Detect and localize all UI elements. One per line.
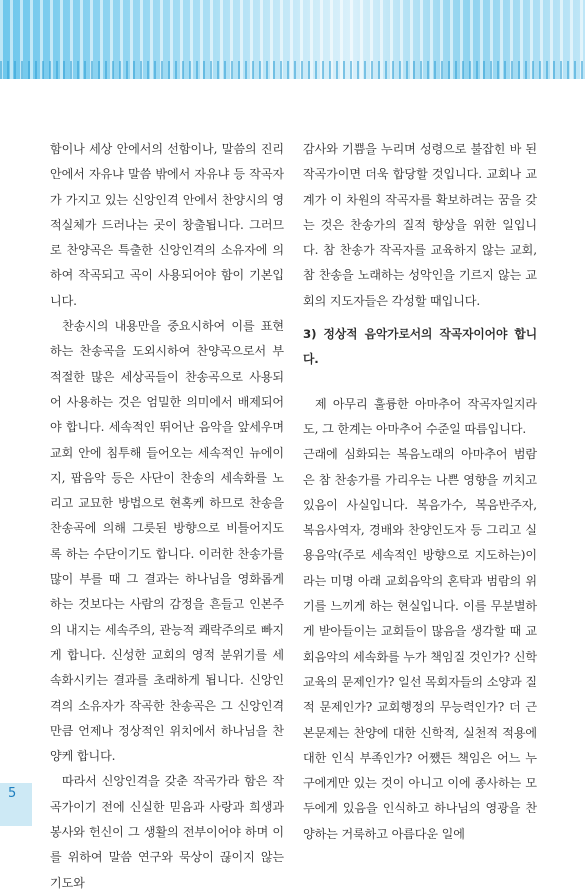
body-paragraph: 근래에 심화되는 복음노래의 아마추어 범람은 참 찬송가를 가리우는 나쁜 영향을 끼치고 있음이 사실입니다. 복음가수, 복음반주자, 복음사역자, 경배와 찬양인도자 등 그리고 실용음악(주로 세속적인 방향으로 지도하는)이라는 미명 아래 교회음악의 혼탁과 범람의 위기를 느끼게 하는 현실입니다. 이를 무분별하게 받아들이는 교회들이 많음을 생각할 때 교회음악의 세속화를 누가 책임질 것인가? 신학교육의 문제인가? 일선 목회자들의 소양과 질적 문제인가? 교회행정의 무능력인가? 더 근본문제는 찬양에 대한 신학적, 실천적 적용에 대한 인식 부족인가? 어쨌든 책임은 어느 누구에게만 있는 것이 아니고 이에 종사하는 모두에게 있음을 인식하고 하나님의 영광을 찬양하는 거룩하고 아름다운 일에 [303,447,537,841]
decorative-header-band [0,0,585,79]
left-column [50,137,284,896]
body-paragraph: 제 아무리 훌륭한 아마추어 작곡자일지라도, 그 한계는 아마추어 수준일 따름입니다. [303,396,537,436]
body-paragraph: 따라서 신앙인격을 갖춘 작곡가라 함은 작곡가이기 전에 신실한 믿음과 사랑과 희생과 봉사와 헌신이 그 생활의 전부이어야 하며 이를 위하여 말씀 연구와 묵상이 끊이지 않는 기도와 [50,774,284,890]
body-paragraph: 감사와 기쁨을 누리며 성령으로 불잡힌 바 된 작곡가이면 더욱 합당할 것입니다. 교회나 교계가 이 차원의 작곡자를 확보하려는 꿈을 갖는 것은 찬송가의 질적 향상을 위한 일입니다. 참 찬송가 작곡자를 교육하지 않는 교회, 참 찬송을 노래하는 성악인을 기르지 않는 교회의 지도자들은 각성할 때입니다. [303,142,537,308]
section-heading: 3) 정상적 음악가로서의 작곡자이어야 합니다. [303,327,537,367]
right-column [303,137,537,847]
body-paragraph: 함이나 세상 안에서의 선함이나, 말씀의 진리 안에서 자유냐 말씀 밖에서 자유냐 등 작곡자가 가지고 있는 신앙인격 안에서 찬양시의 영적실체가 드러나는 곳이 창출됩니다. 그러므로 찬양곡은 특출한 신앙인격의 소유자에 의하여 작곡되고 곡이 사용되어야 함이 기본입니다. [50,142,284,308]
page-number: 5 [8,786,17,801]
body-paragraph: 찬송시의 내용만을 중요시하여 이를 표현하는 찬송곡을 도외시하여 찬양곡으로서 부적절한 많은 세상곡들이 찬송곡으로 사용되어 사용하는 것은 엄밀한 의미에서 배제되어야 합니다. 세속적인 뛰어난 음악을 앞세우며 교회 안에 침투해 들어오는 세속적인 뉴에이지, 팝음악 등은 사단이 찬송의 세속화를 노리고 교묘한 방법으로 현혹케 하므로 찬송을 찬송곡에 의해 그릇된 방향으로 비틀어지도록 하는 수단이기도 합니다. 이러한 찬송가를 많이 부를 때 그 결과는 하나님을 영화롭게 하는 것보다는 사람의 감정을 흔들고 인본주의 내지는 세속주의, 관능적 쾌락주의로 빠지게 합니다. 신성한 교회의 영적 분위기를 세속화시키는 결과를 초래하게 됩니다. 신앙인격의 소유자가 작곡한 찬송곡은 그 신앙인격 만큼 언제나 정상적인 위치에서 하나님을 찬양케 합니다. [50,319,284,764]
